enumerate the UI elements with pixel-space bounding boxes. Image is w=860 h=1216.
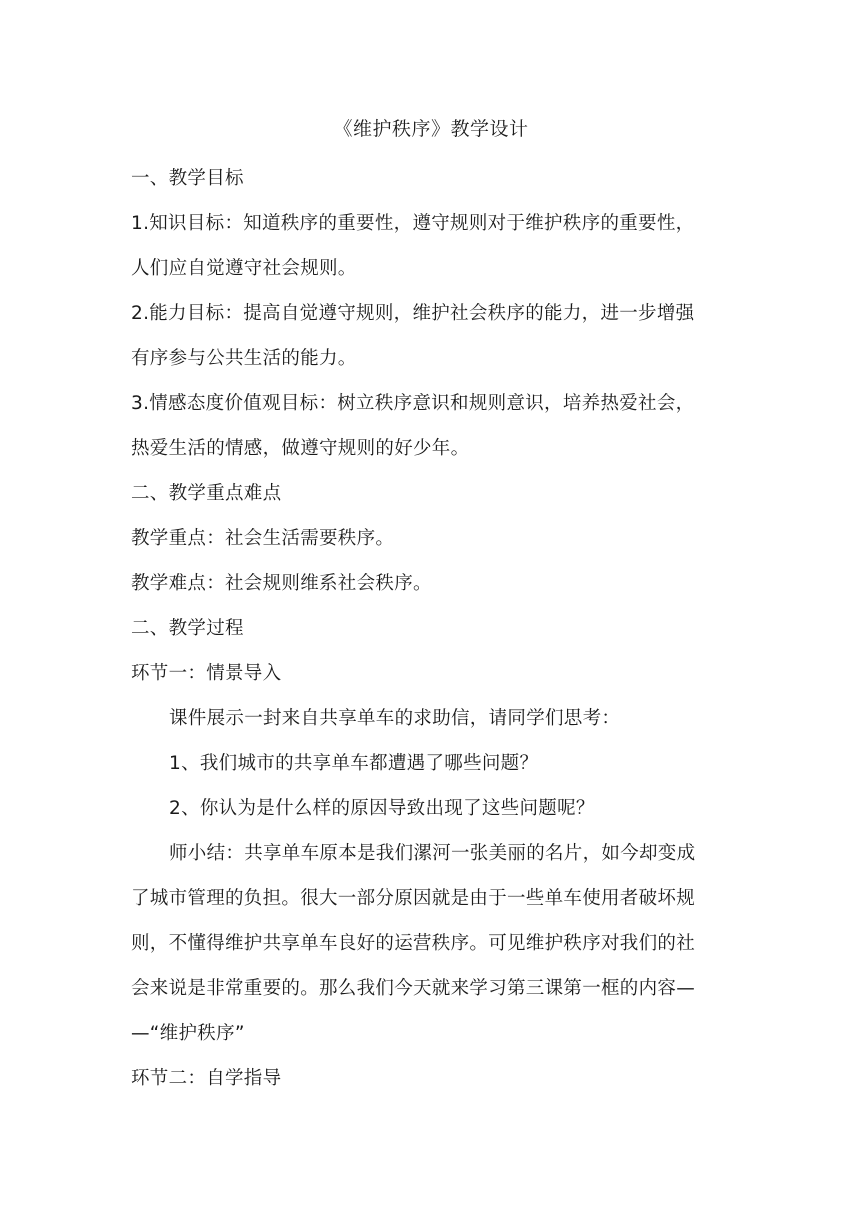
goal-ability-line-2: 有序参与公共生活的能力。 xyxy=(131,348,357,369)
question-one: 1、我们城市的共享单车都遭遇了哪些问题？ xyxy=(169,753,539,774)
summary-line-4: 会来说是非常重要的。那么我们今天就来学习第三课第一框的内容— xyxy=(131,978,696,999)
section-heading-process: 二、教学过程 xyxy=(131,618,244,639)
step-one-heading: 环节一：情景导入 xyxy=(131,663,282,684)
goal-emotion-line-2: 热爱生活的情感，做遵守规则的好少年。 xyxy=(131,438,470,459)
section-heading-goals: 一、教学目标 xyxy=(131,168,244,189)
goal-ability-line-1: 2.能力目标：提高自觉遵守规则，维护社会秩序的能力，进一步增强 xyxy=(131,303,695,324)
document-body xyxy=(131,111,731,1101)
summary-line-1: 师小结：共享单车原本是我们漯河一张美丽的名片，如今却变成 xyxy=(169,843,696,864)
goal-knowledge-line-2: 人们应自觉遵守社会规则。 xyxy=(131,258,357,279)
goal-knowledge-line-1: 1.知识目标：知道秩序的重要性，遵守规则对于维护秩序的重要性， xyxy=(131,213,695,234)
summary-line-5: —“维护秩序” xyxy=(131,1023,245,1044)
step-two-heading: 环节二：自学指导 xyxy=(131,1068,282,1089)
difficult-point: 教学难点：社会规则维系社会秩序。 xyxy=(131,573,432,594)
question-two: 2、你认为是什么样的原因导致出现了这些问题呢？ xyxy=(169,798,595,819)
document-title: 《维护秩序》教学设计 xyxy=(333,118,529,140)
summary-line-2: 了城市管理的负担。很大一部分原因就是由于一些单车使用者破坏规 xyxy=(131,888,696,909)
section-heading-key-points: 二、教学重点难点 xyxy=(131,483,282,504)
goal-emotion-line-1: 3.情感态度价值观目标：树立秩序意识和规则意识，培养热爱社会， xyxy=(131,393,695,414)
step-one-intro: 课件展示一封来自共享单车的求助信，请同学们思考： xyxy=(169,708,621,729)
summary-line-3: 则，不懂得维护共享单车良好的运营秩序。可见维护秩序对我们的社 xyxy=(131,933,696,954)
key-point: 教学重点：社会生活需要秩序。 xyxy=(131,528,395,549)
